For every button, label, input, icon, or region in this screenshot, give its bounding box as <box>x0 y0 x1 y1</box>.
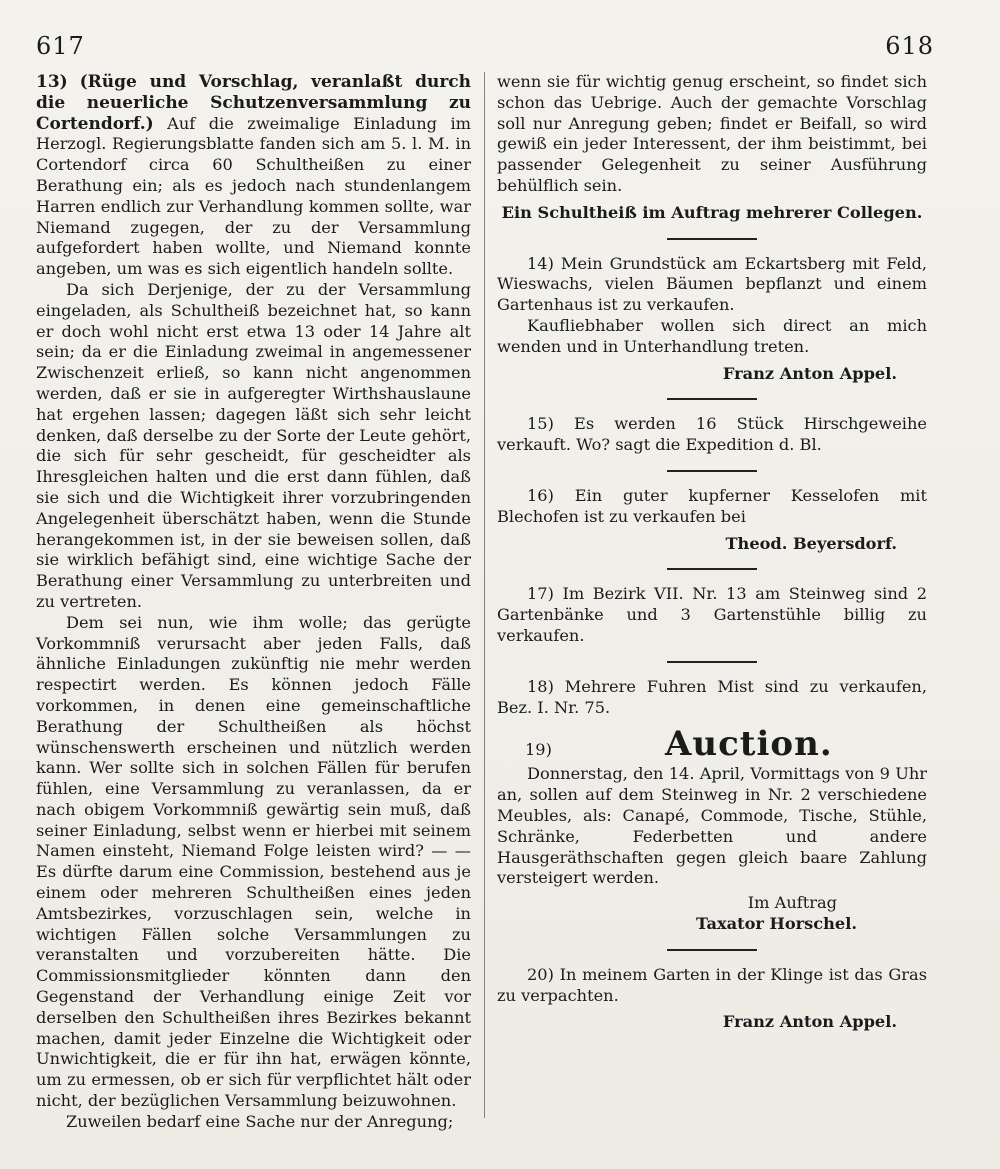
notice-14-signature: Franz Anton Appel. <box>722 363 897 383</box>
notice-19-title: Auction. <box>665 724 833 765</box>
notice-15-text: Es werden 16 Stück Hirschgeweihe verkauft. Wo? sagt die Expedition d. Bl. <box>497 414 927 455</box>
notice-15-number: 15) <box>527 414 554 434</box>
notice-20 <box>497 965 927 1007</box>
notice-15 <box>497 414 927 456</box>
notice-13-paragraph-3: Dem sei nun, wie ihm wolle; das gerügte Vorkommniß verursacht aber jeden Falls, daß ähnliche Einladungen zukünftig nie mehr werden respectirt werden. Es können jedoch Fälle vorkommen, in denen eine gemeinschaftliche Berathung der Schultheißen als höchst wünschenswerth erscheinen und nützlich werden kann. Wer sollte sich in solchen Fällen für berufen fühlen, eine Versammlung zu veranlassen, da er nach obigem Vorkommniß gewärtig sein muß, daß seiner Einladung, selbst wenn er hierbei mit seinem Namen einsteht, Niemand Folge leisten wird? — — Es dürfte darum eine Commission, bestehend aus je einem oder mehreren Schultheißen eines jeden Amtsbezirkes, vorzuschlagen sein, welche in wichtigen Fällen solche Versammlungen zu veranstalten und vorzubereiten hätte. Die Commissionsmitglieder könnten dann den Gegenstand der Verhandlung einige Zeit vor derselben den Schultheißen ihres Bezirkes bekannt machen, damit jeder Einzelne die Wichtigkeit oder Unwichtigkeit, die er für ihn hat, erwägen könnte, um zu ermessen, ob er sich für verpflichtet hält oder nicht, der bezüglichen Versammlung beizuwohnen. <box>36 612 471 1111</box>
notice-17-text: Im Bezirk VII. Nr. 13 am Steinweg sind 2 Gartenbänke und 3 Gartenstühle billig zu verkaufen. <box>497 584 927 645</box>
notice-14 <box>497 254 927 316</box>
separator-rule <box>667 949 757 951</box>
notice-13-number: 13) <box>36 72 68 92</box>
notice-16-signature: Theod. Beyersdorf. <box>725 533 897 553</box>
column-divider <box>484 72 485 1118</box>
notice-18-number: 18) <box>527 676 554 696</box>
separator-rule <box>667 470 757 472</box>
page-number-left: 617 <box>36 32 85 60</box>
separator-rule <box>667 661 757 663</box>
notice-14-text: Mein Grundstück am Eckartsberg mit Feld, Wieswachs, vielen Bäumen bepflanzt und einem Gartenhaus ist zu verkaufen. <box>497 253 927 315</box>
page-number-right: 618 <box>885 32 934 60</box>
notice-14-text-2: Kaufliebhaber wollen sich direct an mich wenden und in Unterhandlung treten. <box>497 315 927 356</box>
notice-13-paragraph-1: Auf die zweimalige Einladung im Herzogl. Regierungsblatte fanden sich am 5. l. M. in Cortendorf circa 60 Schultheißen zu einer Berathung ein; als es jedoch nach stundenlangem Harren endlich zur Verhandlung kommen sollte, war Niemand zugegen, der zu der Versammlung aufgefordert haben wollte, und Niemand konnte angeben, um was es sich eigentlich handeln sollte. <box>36 113 471 279</box>
separator-rule <box>667 568 757 570</box>
notice-13-intro <box>36 72 471 280</box>
notice-19-number: 19) <box>525 740 552 760</box>
notice-13-paragraph-4: Zuweilen bedarf eine Sache nur der Anregung; <box>66 1111 454 1131</box>
notice-20-signature: Franz Anton Appel. <box>722 1012 897 1032</box>
notice-13-title: (Rüge und Vorschlag, veranlaßt durch die neuerliche Schutzenversammlung zu Cortendorf.) <box>36 72 471 134</box>
notice-19-signature: Taxator Horschel. <box>695 913 857 933</box>
notice-16 <box>497 486 927 528</box>
right-column <box>497 72 927 1033</box>
notice-13-paragraph-2: Da sich Derjenige, der zu der Versammlung eingeladen, als Schultheiß bezeichnet hat, so kann er doch wohl nicht erst etwa 13 oder 14 Jahre alt sein; da er die Einladung zweimal in angemessener Zwischenzeit erließ, so kann nicht angenommen werden, daß er sie in aufgeregter Wirthshauslaune hat ergehen lassen; dagegen läßt sich sehr leicht denken, daß derselbe zu der Sorte der Leute gehört, die sich für sehr gescheidt, für gescheidter als Ihresgleichen halten und die erst dann fühlen, daß sie sich und die Wichtigkeit ihrer vorzubringenden Angelegenheit überschätzt haben, wenn die Stunde herangekommen ist, in der sie beweisen sollen, daß sie wirklich befähigt sind, eine wichtige Sache der Berathung einer Versammlung zu unterbreiten und zu vertreten. <box>36 279 471 611</box>
notice-20-text: In meinem Garten in der Klinge ist das Gras zu verpachten. <box>497 964 928 1005</box>
notice-18 <box>497 677 927 719</box>
notice-19-order: Im Auftrag <box>747 893 837 913</box>
notice-20-number: 20) <box>527 964 554 984</box>
notice-13-signature: Ein Schultheiß im Auftrag mehrerer Collegen. <box>501 202 923 222</box>
separator-rule <box>667 398 757 400</box>
notice-16-number: 16) <box>527 485 554 505</box>
notice-13-continued: wenn sie für wichtig genug erscheint, so findet sich schon das Uebrige. Auch der gemachte Vorschlag soll nur Anregung geben; findet er Beifall, so wird gewiß ein jeder Interessent, der ihm beistimmt, bei passender Gelegenheit zu seiner Ausführung behülflich sein. <box>497 72 927 195</box>
notice-19-text: Donnerstag, den 14. April, Vormittags von 9 Uhr an, sollen auf dem Steinweg in Nr. 2 verschiedene Meubles, als: Canapé, Commode, Tische, Stühle, Schränke, Federbetten und andere Hausgeräthschaften gegen gleich baare Zahlung versteigert werden. <box>497 764 927 888</box>
notice-14-number: 14) <box>527 253 554 273</box>
notice-19-heading <box>497 724 927 764</box>
notice-16-text: Ein guter kupferner Kesselofen mit Blechofen ist zu verkaufen bei <box>497 485 927 526</box>
separator-rule <box>667 238 757 240</box>
notice-18-text: Mehrere Fuhren Mist sind zu verkaufen, Bez. I. Nr. 75. <box>497 676 927 717</box>
notice-17 <box>497 584 927 646</box>
notice-17-number: 17) <box>527 584 554 604</box>
left-column <box>36 72 471 1133</box>
